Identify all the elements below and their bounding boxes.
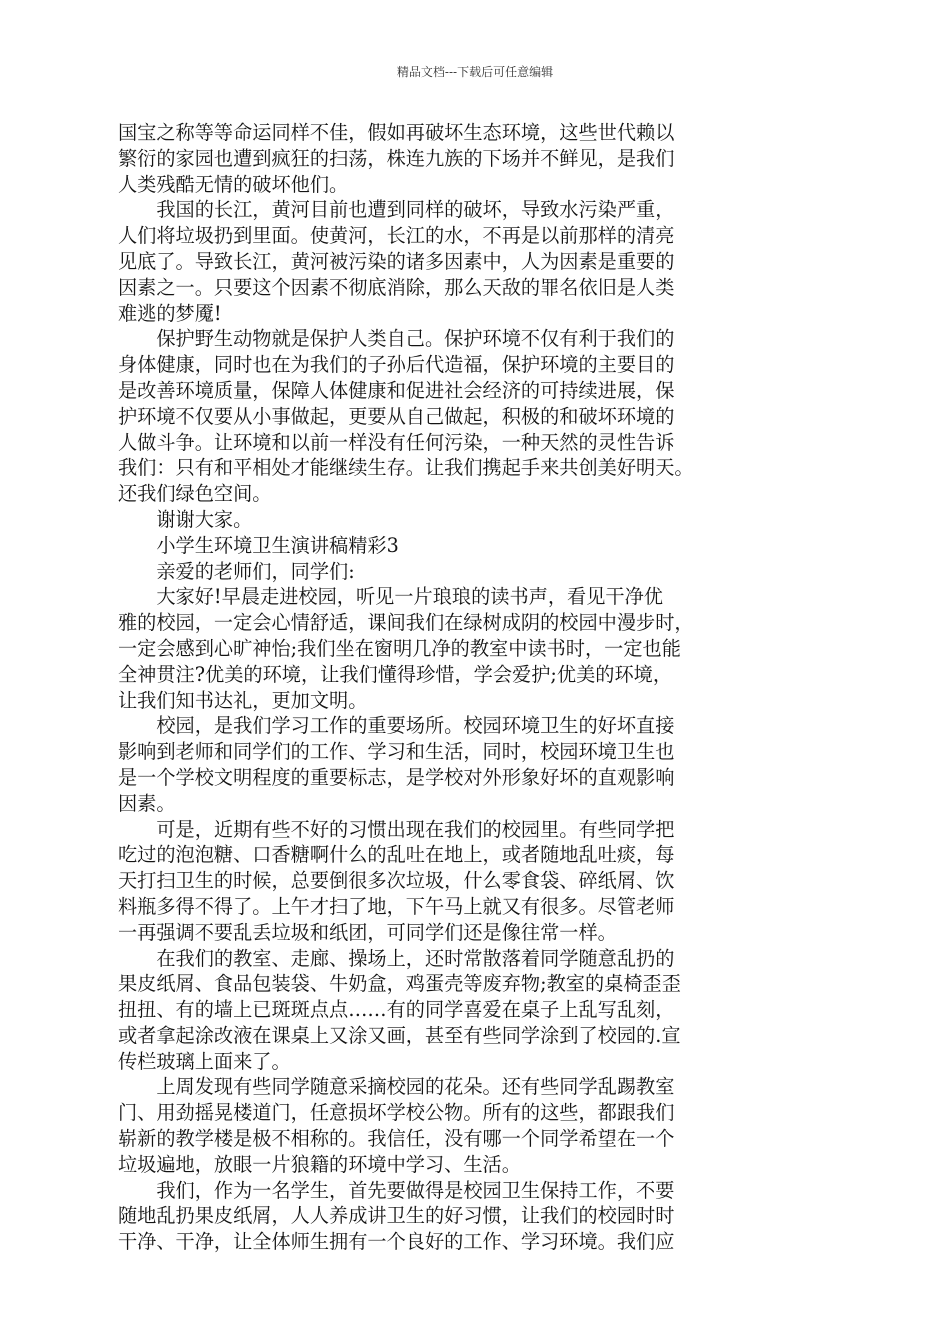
- text-line: 我们：只有和平相处才能继续生存。让我们携起手来共创美好明天。: [118, 456, 694, 480]
- text-line: 可是，近期有些不好的习惯出现在我们的校园里。有些同学把: [118, 817, 675, 841]
- text-line: 扭扭、有的墙上已斑斑点点……有的同学喜爱在桌子上乱写乱刻，: [118, 998, 675, 1022]
- text-line: 因素之一。只要这个因素不彻底消除，那么天敌的罪名依旧是人类: [118, 275, 675, 299]
- text-line: 护环境不仅要从小事做起，更要从自己做起，积极的和破坏环境的: [118, 404, 675, 428]
- text-line: 校园，是我们学习工作的重要场所。校园环境卫生的好坏直接: [118, 714, 675, 738]
- text-line: 是改善环境质量，保障人体健康和促进社会经济的可持续进展，保: [118, 378, 675, 402]
- text-line: 天打扫卫生的时候，总要倒很多次垃圾，什么零食袋、碎纸屑、饮: [118, 869, 675, 893]
- text-line: 身体健康，同时也在为我们的子孙后代造福，保护环境的主要目的: [118, 353, 675, 377]
- text-line: 我国的长江，黄河目前也遭到同样的破坏，导致水污染严重，: [118, 198, 675, 222]
- text-line: 吃过的泡泡糖、口香糖啊什么的乱吐在地上，或者随地乱吐痰，每: [118, 843, 675, 867]
- text-line: 谢谢大家。: [118, 507, 253, 531]
- text-line: 全神贯注?优美的环境，让我们懂得珍惜，学会爱护;优美的环境，: [118, 662, 673, 686]
- text-line: 一定会感到心旷神怡;我们坐在窗明几净的教室中读书时，一定也能: [118, 636, 681, 660]
- text-line: 料瓶多得不得了。上午才扫了地，下午马上就又有很多。尽管老师: [118, 894, 675, 918]
- text-line: 大家好!早晨走进校园，听见一片琅琅的读书声，看见干净优: [118, 585, 663, 609]
- text-line: 繁衍的家园也遭到疯狂的扫荡，株连九族的下场并不鲜见，是我们: [118, 146, 675, 170]
- text-line: 人做斗争。让环境和以前一样没有任何污染，一种天然的灵性告诉: [118, 430, 675, 454]
- text-line: 让我们知书达礼，更加文明。: [118, 688, 368, 712]
- text-line: 还我们绿色空间。: [118, 482, 272, 506]
- text-line: 小学生环境卫生演讲稿精彩3: [118, 533, 399, 557]
- text-line: 崭新的教学楼是极不相称的。我信任，没有哪一个同学希望在一个: [118, 1127, 675, 1151]
- text-line: 传栏玻璃上面来了。: [118, 1049, 291, 1073]
- text-line: 人们将垃圾扔到里面。使黄河，长江的水，不再是以前那样的清亮: [118, 224, 675, 248]
- document-body: [118, 120, 826, 1255]
- text-line: 上周发现有些同学随意采摘校园的花朵。还有些同学乱踢教室: [118, 1075, 675, 1099]
- text-line: 见底了。导致长江，黄河被污染的诸多因素中，人为因素是重要的: [118, 249, 675, 273]
- text-line: 难逃的梦魇!: [118, 301, 222, 325]
- text-line: 亲爱的老师们，同学们:: [118, 559, 355, 583]
- text-line: 垃圾遍地，放眼一片狼籍的环境中学习、生活。: [118, 1152, 521, 1176]
- text-line: 果皮纸屑、食品包装袋、牛奶盒，鸡蛋壳等废弃物;教室的桌椅歪歪: [118, 972, 681, 996]
- text-line: 或者拿起涂改液在课桌上又涂又画，甚至有些同学涂到了校园的.宣: [118, 1023, 681, 1047]
- text-line: 是一个学校文明程度的重要标志，是学校对外形象好坏的直观影响: [118, 765, 675, 789]
- text-line: 一再强调不要乱丢垃圾和纸团，可同学们还是像往常一样。: [118, 920, 617, 944]
- text-line: 在我们的教室、走廊、操场上，还时常散落着同学随意乱扔的: [118, 946, 675, 970]
- text-line: 因素。: [118, 791, 176, 815]
- text-line: 人类残酷无情的破坏他们。: [118, 172, 349, 196]
- text-line: 我们，作为一名学生，首先要做得是校园卫生保持工作，不要: [118, 1178, 675, 1202]
- text-line: 国宝之称等等命运同样不佳，假如再破坏生态环境，这些世代赖以: [118, 121, 675, 144]
- text-line: 雅的校园，一定会心情舒适，课间我们在绿树成阴的校园中漫步时，: [118, 611, 694, 635]
- page-header: 精品文档---下载后可任意编辑: [396, 65, 554, 79]
- text-line: 干净、干净，让全体师生拥有一个良好的工作、学习环境。我们应: [118, 1230, 675, 1254]
- text-line: 影响到老师和同学们的工作、学习和生活，同时，校园环境卫生也: [118, 740, 675, 764]
- text-line: 门、用劲摇晃楼道门，任意损坏学校公物。所有的这些，都跟我们: [118, 1101, 675, 1125]
- text-line: 随地乱扔果皮纸屑，人人养成讲卫生的好习惯，让我们的校园时时: [118, 1204, 675, 1228]
- text-line: 保护野生动物就是保护人类自己。保护环境不仅有利于我们的: [118, 327, 675, 351]
